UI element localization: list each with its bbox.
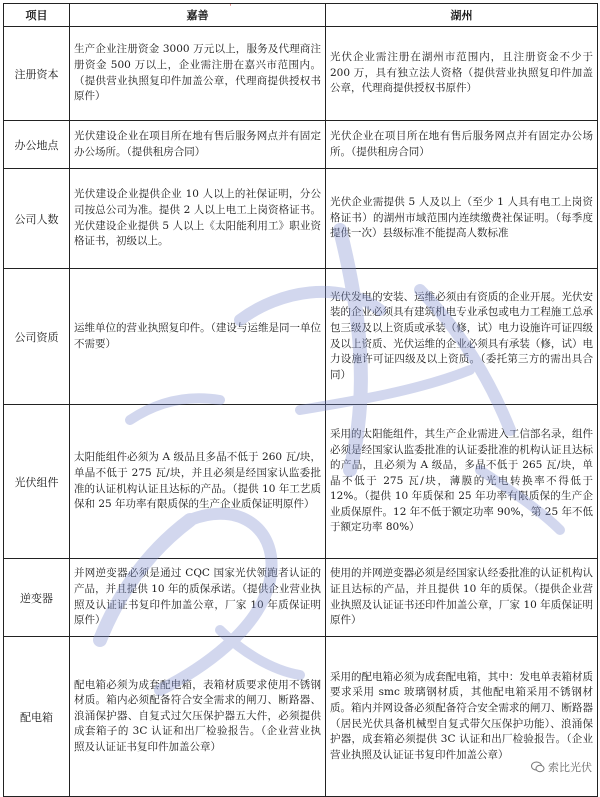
row-label: 光伏组件	[4, 405, 70, 559]
table-row	[4, 269, 598, 405]
row-label: 配电箱	[4, 637, 70, 797]
row-label: 公司资质	[4, 269, 70, 405]
huzhou-cell: 光伏企业在项目所在地有售后服务网点并有固定办公场所。（提供租房合同）	[326, 121, 598, 169]
header-jiashan: 嘉善	[70, 4, 326, 27]
huzhou-cell: 光伏发电的安装、运维必须由有资质的企业开展。光伏安装的企业必须具有建筑机电专业承包或电力工程施工总承包三级及以上资质或承装（修，试）电力设施许可证四级及以上资质、光伏运维的企业必须具有承装（修，试）电力设施许可证四级及以上资质。（委托第三方的需出具合同）	[326, 269, 598, 405]
row-label: 公司人数	[4, 169, 70, 269]
table-row	[4, 169, 598, 269]
wechat-icon	[531, 761, 545, 773]
huzhou-cell: 采用的太阳能组件，其生产企业需进入工信部名录，组件必须是经国家认监委批准的认证委批准的机构认证且达标的产品，且必须为 A 级品，多晶不低于 265 瓦/块，单晶不低于 275 瓦/块，薄膜的光电转换率不得低于 12%。（提供 10 年质保和 25 年功率有限质保的生产企业质保原件。12 年不低于额定功率 90%，第 25 年不低于额定功率 80%）	[326, 405, 598, 559]
row-label: 逆变器	[4, 559, 70, 637]
jiashan-cell: 光伏建设企业提供企业 10 人以上的社保证明，分公司按总公司为准。提供 2 人以上电工上岗资格证书。光伏建设企业提供 5 人以上《太阳能利用工》职业资格证书，初级以上。	[70, 169, 326, 269]
jiashan-cell: 光伏建设企业在项目所在地有售后服务网点并有固定办公场所。（提供租房合同）	[70, 121, 326, 169]
jiashan-cell: 运维单位的营业执照复印件。（建设与运维是同一单位不需要）	[70, 269, 326, 405]
table-row	[4, 405, 598, 559]
table-row	[4, 121, 598, 169]
table-row	[4, 27, 598, 121]
jiashan-cell: 生产企业注册资金 3000 万元以上，服务及代理商注册资金 500 万以上，企业需注册在嘉兴市范围内。（提供营业执照复印件加盖公章，代理商提供授权书原件）	[70, 27, 326, 121]
huzhou-cell: 使用的并网逆变器必须是经国家认经委批准的认证机构认证且达标的产品，并且提供 10 年的质保。（提供企业营业执照及认证证书还印件加盖公章，厂家 10 年质保证明原件）	[326, 559, 598, 637]
header-row	[4, 4, 598, 27]
header-red-mark: ˙	[228, 4, 233, 15]
header-huzhou: 湖州	[326, 4, 598, 27]
jiashan-cell: 配电箱必须为成套配电箱，表箱材质要求使用不锈钢材质。箱内必须配备符合安全需求的闸刀、断路器、浪涌保护器、自复式过欠压保护器五大件，必须提供成套箱子的 3C 认证和出厂检验报告。（企业营业执照及认证证书复印件加盖公章）	[70, 637, 326, 797]
table-row	[4, 559, 598, 637]
huzhou-cell: 光伏企业需注册在湖州市范围内，且注册资金不少于 200 万，具有独立法人资格（提供营业执照复印件加盖公章，代理商提供授权书原件）	[326, 27, 598, 121]
row-label: 注册资本	[4, 27, 70, 121]
source-badge	[531, 759, 592, 775]
source-label: 索比光伏	[548, 761, 592, 774]
huzhou-cell: 光伏企业需提供 5 人及以上（至少 1 人具有电工上岗资格证书）的湖州市域范围内连续缴费社保证明。（每季度提供一次）县级标准不能提高人数标准	[326, 169, 598, 269]
jiashan-cell: 并网逆变器必须是通过 CQC 国家光伏领跑者认证的产品，并且提供 10 年的质保承诺。（提供企业营业执照及认证证书复印件加盖公章，厂家 10 年质保证明原件）	[70, 559, 326, 637]
header-item: 项目	[4, 4, 70, 27]
jiashan-cell: 太阳能组件必须为 A 级品且多晶不低于 260 瓦/块，单晶不低于 275 瓦/块，并且必须是经国家认监委批准的认证机构认证且达标的产品。（提供 10 年工艺质保和 25 年功率有限质保的生产企业质保证明原件）	[70, 405, 326, 559]
huzhou-cell: 采用的配电箱必须为成套配电箱，其中：发电单表箱材质要求采用 smc 玻璃钢材质，其他配电箱采用不锈钢材质。箱内并网设备必须配备符合安全需求的闸刀、断路器（居民光伏具备机械型自复式带欠压保护功能）、浪涌保护器，成套箱必须提供 3C 认证和出厂检验报告。（企业营业执照及认证证书复印件加盖公章）	[326, 637, 598, 797]
comparison-table	[3, 3, 598, 797]
row-label: 办公地点	[4, 121, 70, 169]
table-row	[4, 637, 598, 797]
